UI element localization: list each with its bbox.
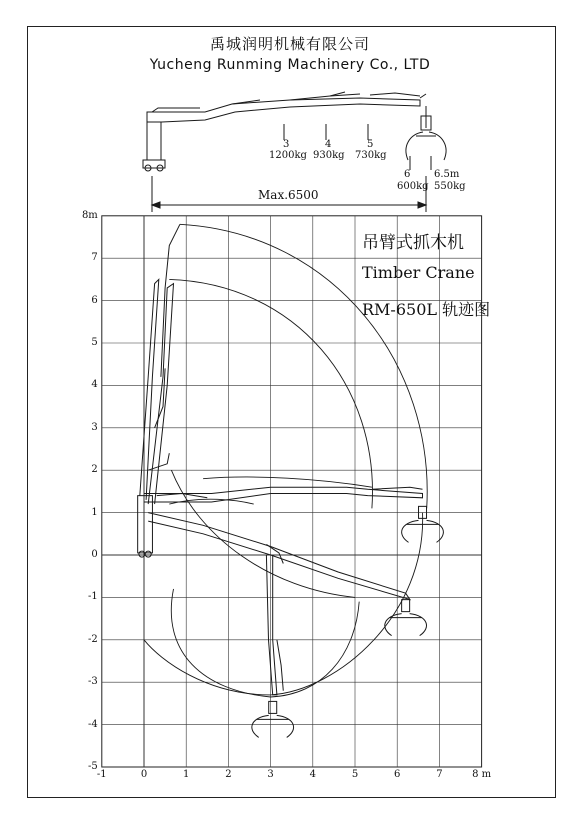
hanging-extension (277, 640, 283, 691)
y-tick-label: -3 (88, 676, 98, 688)
y-tick-label: 7 (91, 252, 98, 264)
x-tick-label: 5 (351, 769, 359, 780)
y-tick-label: 3 (91, 421, 98, 433)
reach-6-load: 600kg (397, 181, 429, 192)
y-tick-label: 8m (81, 209, 98, 221)
reach-65-index: 6.5m (434, 169, 460, 180)
inner-lower-arc (171, 589, 359, 697)
y-tick-label: 4 (91, 379, 98, 391)
lower-reach-arc (144, 513, 423, 695)
horizontal-cylinder (157, 494, 208, 498)
x-tick-label: 8 m (472, 769, 492, 780)
y-tick-label: 6 (91, 294, 98, 306)
diagonal-boom (148, 513, 410, 600)
y-tick-label: 2 (91, 464, 98, 476)
y-tick-label: 5 (91, 337, 98, 348)
grapple-upper-jaw-left (402, 520, 419, 542)
reach-4-load: 930kg (313, 150, 345, 161)
x-tick-label: 6 (394, 769, 401, 780)
reach-5-load: 730kg (355, 150, 387, 161)
raised-boom-a (140, 279, 159, 500)
y-tick-label: 1 (91, 506, 98, 518)
grapple-bottom-jaw-left (252, 715, 269, 737)
grapple-upper-jaw-right (427, 520, 444, 542)
chart-title-model: RM-650L 轨迹图 (362, 300, 491, 319)
reach-4-index: 4 (325, 139, 332, 150)
reach-3-index: 3 (283, 139, 290, 150)
chart-title-english: Timber Crane (362, 263, 475, 282)
y-tick-label: 0 (91, 549, 98, 560)
y-tick-label: -4 (88, 718, 98, 730)
inner-mid-arc (171, 470, 355, 597)
y-tick-label: -1 (88, 591, 98, 603)
grapple-bottom-rotator (269, 701, 277, 713)
grapple-right-jaw-right (410, 614, 427, 636)
x-tick-label: 4 (309, 769, 316, 780)
reach-65-load: 550kg (434, 181, 466, 192)
chart-title-chinese: 吊臂式抓木机 (362, 233, 464, 253)
max-reach-label: Max.6500 (258, 188, 319, 202)
base-wheel-right (145, 551, 151, 557)
x-tick-label: 0 (140, 769, 148, 780)
x-tick-label: 2 (225, 769, 232, 780)
grapple-right-jaw-left (385, 614, 402, 636)
reach-5-index: 5 (367, 139, 374, 150)
grapple-right-rotator (402, 600, 410, 612)
y-tick-label: -5 (88, 761, 98, 772)
diagonal-knuckle (266, 544, 283, 563)
x-tick-label: 7 (436, 769, 443, 780)
company-name-chinese: 禹城润明机械有限公司 (209, 35, 370, 53)
x-tick-label: 1 (183, 769, 190, 780)
company-name-english: Yucheng Runming Machinery Co., LTD (149, 57, 431, 73)
column (138, 496, 153, 553)
reach-6-index: 6 (404, 169, 411, 180)
reach-3-load: 1200kg (269, 150, 307, 161)
x-tick-label: 3 (267, 769, 274, 780)
x-tick-label: -1 (96, 769, 107, 780)
y-tick-label: -2 (88, 633, 98, 645)
grapple-bottom-jaw-right (277, 715, 294, 737)
